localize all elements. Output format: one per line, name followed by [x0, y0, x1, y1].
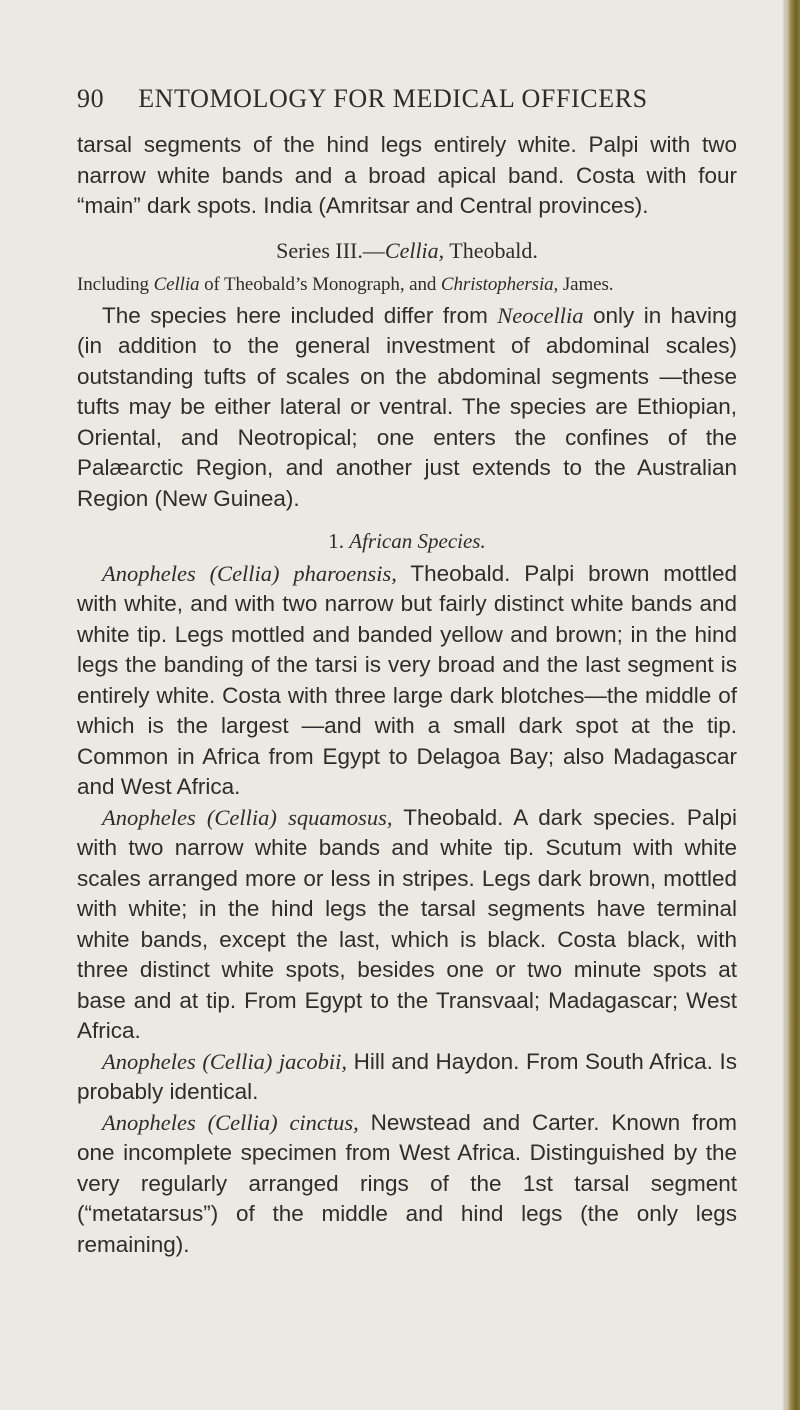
species-description: Theobald. A dark species. Palpi with two narrow white bands and white tip. Scutum with white scales arranged more or less in stripes. Legs dark brown, mottled with white; in the hind legs the tarsal segments have terminal white bands, except the last, which is black. Costa black, with three distinct white spots, besides one or two minute spots at base and at tip. From Egypt to the Transvaal; Madagascar; West Africa.: [77, 804, 737, 1043]
series-name: Cellia,: [384, 237, 445, 263]
species-entry: [77, 1047, 737, 1108]
species-epithet: jacobii,: [278, 1048, 348, 1074]
including-text-1: Including: [77, 274, 154, 295]
species-genus: Anopheles: [102, 804, 196, 830]
species-entry: [77, 559, 737, 803]
species-subgenus: (Cellia): [202, 1048, 273, 1074]
including-genus-2: Christophersia,: [440, 274, 559, 295]
species-epithet: pharoensis,: [293, 560, 397, 586]
intro-paragraph: [77, 301, 737, 515]
running-title: ENTOMOLOGY FOR MEDICAL OFFICERS: [138, 84, 648, 113]
series-author: Theobald.: [444, 237, 538, 263]
page-header: [77, 84, 737, 114]
species-genus: Anopheles: [102, 1109, 196, 1135]
species-genus: Anopheles: [102, 1048, 196, 1074]
species-entry: [77, 803, 737, 1047]
page-number: 90: [77, 84, 105, 113]
species-subgenus: (Cellia): [206, 804, 277, 830]
species-epithet: cinctus,: [289, 1109, 359, 1135]
continuation-paragraph: [77, 130, 737, 222]
intro-genus: Neocellia: [497, 302, 584, 328]
section-title: African Species.: [349, 529, 486, 553]
section-heading: [77, 526, 737, 557]
species-description: Hill and Haydon. From South Africa. Is probably identical.: [77, 1048, 737, 1104]
intro-text-2: only in having (in addition to the general investment of abdominal scales) outstanding tufts of scales on the abdominal segments —these tufts may be either lateral or ventral. The species are Ethiopian, Oriental, and Neotropical; one enters the confines of the Palæarctic Region, and another just extends to the Australian Region (New Guinea).: [77, 302, 737, 511]
continuation-text: tarsal segments of the hind legs entirely white. Palpi with two narrow white bands and a broad apical band. Costa with four “main” dark spots. India (Amritsar and Central provinces).: [77, 132, 737, 218]
including-text-3: James.: [558, 274, 614, 295]
page-edge-shadow: [786, 0, 800, 1410]
species-epithet: squamosus,: [288, 804, 393, 830]
series-prefix: Series III.—: [276, 237, 385, 263]
species-entry: [77, 1108, 737, 1261]
section-number: 1.: [328, 529, 350, 553]
species-subgenus: (Cellia): [207, 1109, 278, 1135]
including-text-2: of Theobald’s Monograph, and: [199, 274, 441, 295]
series-heading: [77, 236, 737, 267]
species-genus: Anopheles: [102, 560, 196, 586]
including-note: [77, 270, 737, 301]
body-text: [77, 130, 737, 1260]
species-description: Theobald. Palpi brown mottled with white, and with two narrow but fairly distinct white bands and white tip. Legs mottled and banded yellow and brown; in the hind legs the banding of the tarsi is very broad and the last segment is entirely white. Costa with three large dark blotches—the middle of which is the largest —and with a small dark spot at the tip. Common in Africa from Egypt to Delagoa Bay; also Madagascar and West Africa.: [77, 560, 737, 799]
intro-text-1: The species here included differ from: [102, 302, 498, 328]
species-description: Newstead and Carter. Known from one incomplete specimen from West Africa. Distinguished by the very regularly arranged rings of the 1st tarsal segment (“metatarsus”) of the middle and hind legs (the only legs remaining).: [77, 1109, 737, 1257]
species-subgenus: (Cellia): [209, 560, 280, 586]
including-genus-1: Cellia: [153, 274, 200, 295]
